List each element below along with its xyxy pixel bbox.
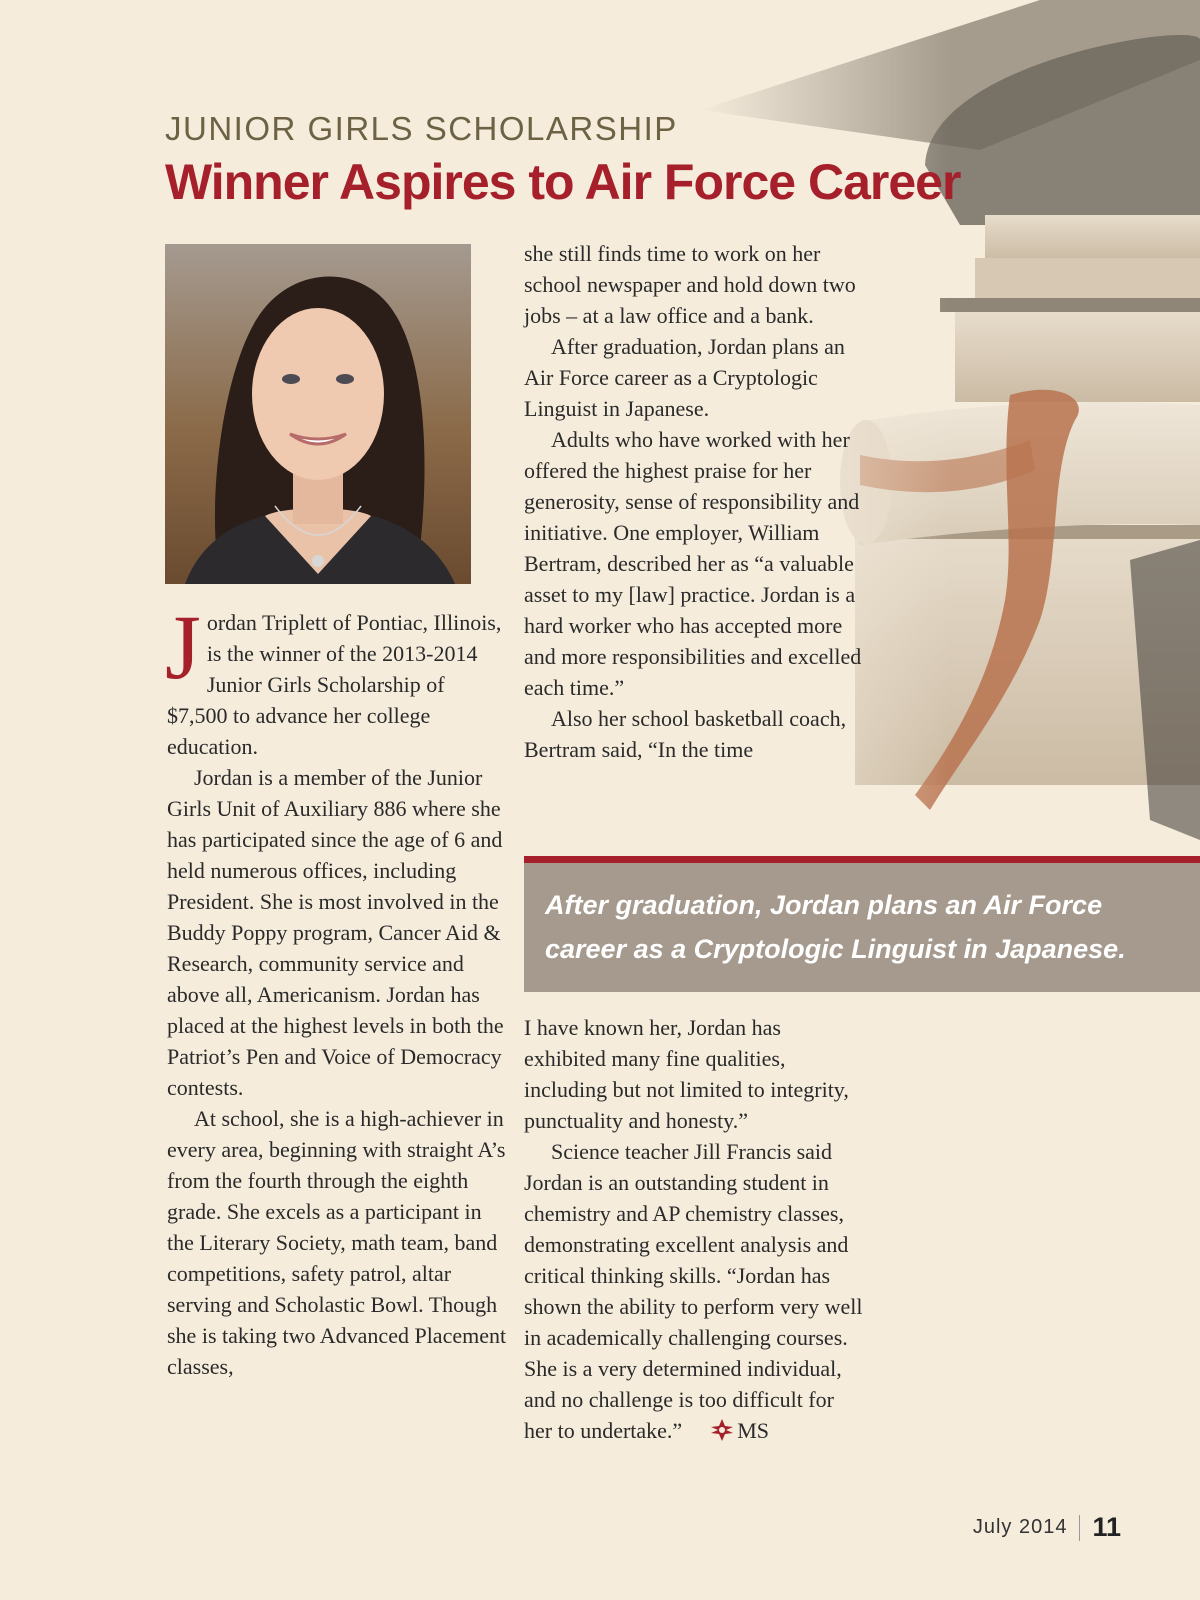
paragraph-7: Also her school basketball coach, Bertram said, “In the time xyxy=(524,706,847,762)
signoff: MS xyxy=(737,1418,769,1443)
paragraph-3: At school, she is a high-achiever in every area, beginning with straight A’s from the fourth through the eighth grade. She excels as a participant in the Literary Society, math team, band competitions, safety patrol, altar serving and Scholastic Bowl. Though she is taking two Advanced Placement classes, xyxy=(167,1106,507,1379)
portrait-photo xyxy=(165,244,471,584)
drop-cap: J xyxy=(165,596,201,698)
column-two-bottom xyxy=(524,1012,864,1449)
issue-date: July 2014 xyxy=(972,1516,1068,1538)
page-folio xyxy=(973,1512,1121,1543)
paragraph-9-text: Science teacher Jill Francis said Jordan is an outstanding student in chemistry and AP chemistry classes, demonstrating excellent analysis and critical thinking skills. “Jordan has shown the ability to perform very well in academically challenging courses. She is a very determined individual, and no challenge is too difficult for her to undertake.” xyxy=(524,1139,863,1443)
paragraph-2: Jordan is a member of the Junior Girls Unit of Auxiliary 886 where she has participated since the age of 6 and held numerous offices, including President. She is most involved in the Buddy Poppy program, Cancer Aid & Research, community service and above all, Americanism. Jordan has placed at the highest levels in both the Patriot’s Pen and Voice of Democracy contests. xyxy=(167,765,504,1100)
vfw-cross-icon xyxy=(684,1418,733,1449)
article-kicker: JUNIOR GIRLS SCHOLARSHIP xyxy=(165,110,678,147)
paragraph-1-text: ordan Triplett of Pontiac, Illinois, is the winner of the 2013-2014 Junior Girls Scholarship of $7,500 to advance her college education. xyxy=(167,610,502,759)
article-headline: Winner Aspires to Air Force Career xyxy=(165,154,961,210)
page-number: 11 xyxy=(1092,1512,1121,1542)
column-two-top xyxy=(524,238,864,765)
paragraph-5: After graduation, Jordan plans an Air Force career as a Cryptologic Linguist in Japanese. xyxy=(524,334,845,421)
paragraph-8: I have known her, Jordan has exhibited many fine qualities, including but not limited to integrity, punctuality and honesty.” xyxy=(524,1015,849,1133)
paragraph-6: Adults who have worked with her offered the highest praise for her generosity, sense of responsibility and initiative. One employer, William Bertram, described her as “a valuable asset to my [law] practice. Jordan is a hard worker who has accepted more and more responsibilities and excelled each time.” xyxy=(524,427,862,700)
column-one xyxy=(165,596,507,1382)
paragraph-4: she still finds time to work on her school newspaper and hold down two jobs – at a law office and a bank. xyxy=(524,241,856,328)
folio-divider xyxy=(1079,1515,1080,1541)
pull-quote-text: After graduation, Jordan plans an Air Force career as a Cryptologic Linguist in Japanese. xyxy=(545,890,1126,964)
pull-quote xyxy=(524,856,1200,992)
paragraph-9 xyxy=(524,1136,864,1449)
paragraph-1 xyxy=(165,596,507,762)
